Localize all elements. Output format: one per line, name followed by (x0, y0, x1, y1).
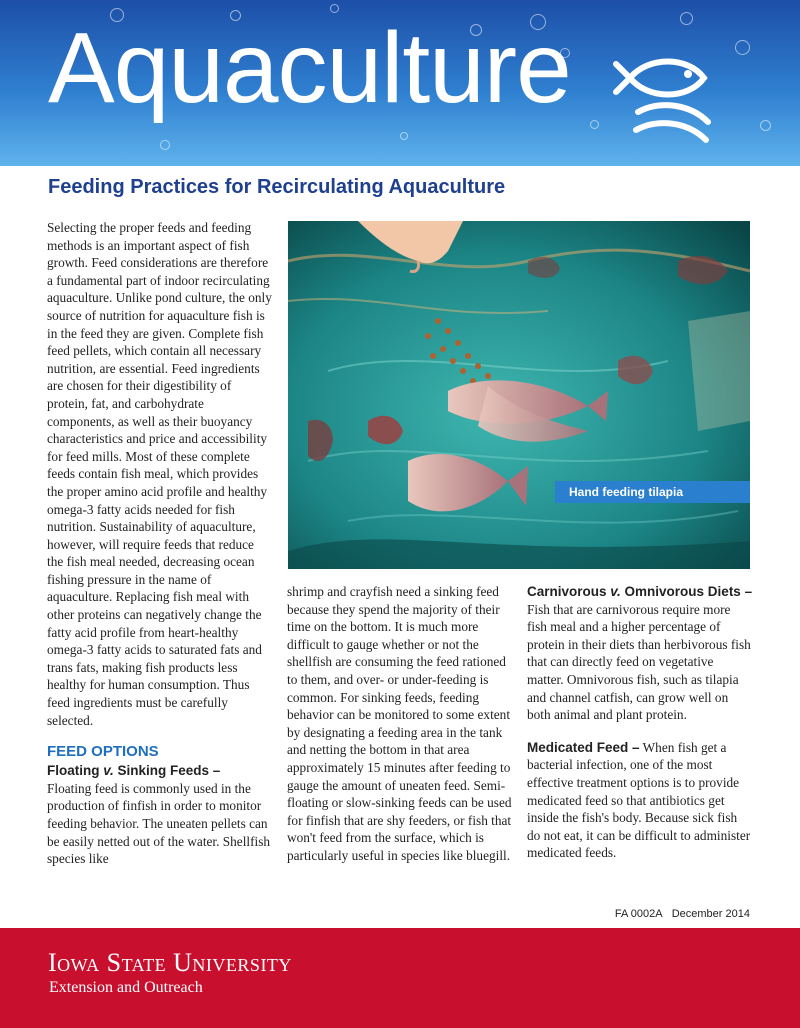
bubble-decoration (680, 12, 693, 25)
publication-info (560, 908, 750, 920)
right-column (527, 583, 753, 862)
masthead-title: Aquaculture (48, 12, 571, 124)
bubble-decoration (760, 120, 771, 131)
left-column (47, 219, 273, 868)
bubble-decoration (735, 40, 750, 55)
carnivorous-omnivorous-paragraph (527, 583, 753, 724)
medicated-feed-title: Medicated Feed – (527, 739, 640, 755)
extension-unit-name: Extension and Outreach (49, 979, 203, 996)
floating-sinking-paragraph (47, 762, 273, 868)
bubble-decoration (590, 120, 599, 129)
intro-paragraph: Selecting the proper feeds and feeding methods is an important aspect of fish growth. Feed considerations are therefore a fundamental part of indoor recirculating aquaculture. Unlike pond culture, the only source of nutrition for aquaculture fish is in the feed they are given. Complete fish feed pellets, which contain all necessary nutrition, are essential. Feed ingredients are chosen for their digestibility of protein, fat, and carbohydrate components, as well as their buoyancy characteristics and price and accessibility for feed mills. Most of these complete feeds contain fish meal, which provides the proper amino acid profile and healthy omega-3 fatty acids needed for fish nutrition. Sustainability of aquaculture, however, will require feeds that reduce the fish meal needed, decreasing ocean fishing pressure in the name of aquaculture. Replacing fish meal with other proteins can negatively change the fatty acid profile from heart-healthy omega-3 fatty acids to saturated fats and trans fats, making fish products less healthy for human consumption. Thus feed ingredients must be carefully selected. (47, 220, 272, 728)
medicated-feed-paragraph (527, 739, 753, 862)
floating-sinking-continued: shrimp and crayfish need a sinking feed because they spend the majority of their time on the bottom. It is much more difficult to gauge whether or not the shellfish are consuming the feed rationed to them, and over- or under-feeding is common. For sinking feeds, feeding behavior can be monitored to some extent by designating a feeding area in the tank and netting the bottom in that area approximately 15 minutes after feeding to gauge the amount of uneaten feed. Semi-floating or slow-sinking feeds can be used for finfish that are shy feeders, or fish that won't feed from the surface, which is particularly useful in species like bluegill. (287, 584, 512, 863)
carnivorous-omnivorous-title: Carnivorous v. Omnivorous Diets – (527, 584, 753, 599)
publication-date: December 2014 (671, 908, 750, 920)
hand-feeding-photo (288, 221, 750, 569)
feed-options-heading: FEED OPTIONS (47, 743, 159, 761)
bubble-decoration (400, 132, 408, 140)
photo-caption: Hand feeding tilapia (555, 481, 750, 503)
carnivorous-omnivorous-text: Fish that are carnivorous require more fish meal and a higher percentage of protein in their diets than herbivorous fish that can directly feed on vegetative matter. Omnivorous fish, such as tilapia and channel catfish, can grow well on both animal and plant protein. (527, 601, 751, 723)
publication-code: FA 0002A (614, 908, 663, 920)
floating-sinking-text: Floating feed is commonly used in the production of finfish in order to monitor feeding behavior. The uneaten pellets can be easily netted out of the water. Shellfish species like (47, 780, 271, 867)
fish-logo-icon (608, 42, 718, 152)
footer-banner (0, 928, 800, 1028)
floating-sinking-title: Floating v. Sinking Feeds – (47, 763, 221, 779)
university-wordmark: Iowa State University (48, 948, 292, 977)
masthead-banner (0, 0, 800, 166)
bubble-decoration (160, 140, 170, 150)
middle-column (287, 583, 515, 865)
medicated-feed-text: When fish get a bacterial infection, one of the most effective treatment options is to provide medicated feed so that antibiotics get inside the fish's body. Because sick fish do not eat, it can be difficult to administer medicated feeds. (527, 739, 751, 861)
document-subtitle: Feeding Practices for Recirculating Aquaculture (48, 176, 506, 198)
tilapia-tank-image (288, 221, 750, 569)
